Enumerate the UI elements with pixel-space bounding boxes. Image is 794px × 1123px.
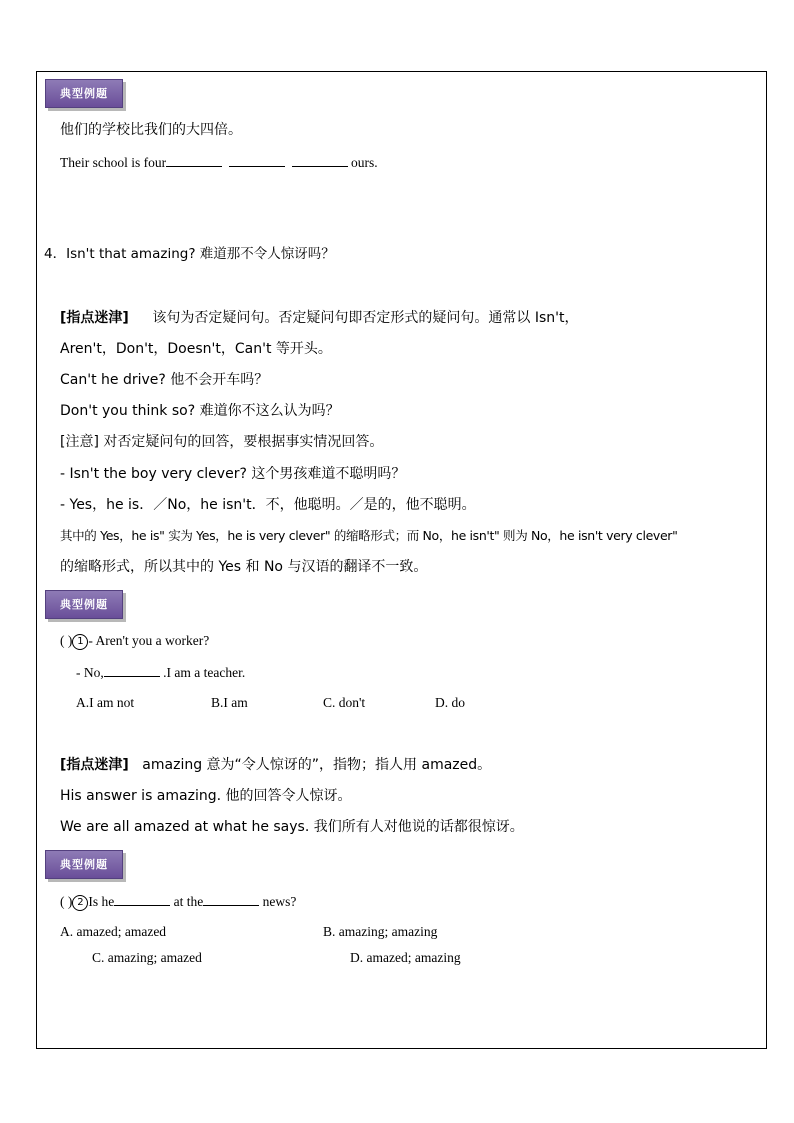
blank[interactable] — [292, 153, 348, 167]
blank[interactable] — [203, 892, 259, 906]
point4-note: [注意] 对否定疑问句的回答，要根据事实情况回答。 — [60, 434, 384, 450]
q2-option-b[interactable]: B. amazing; amazing — [323, 924, 438, 939]
point4-line4: Don't you think so? 难道你不这么认为吗？ — [60, 403, 340, 419]
q1-answer — [76, 663, 245, 682]
q2-option-a[interactable]: A. amazed; amazed — [60, 924, 167, 939]
q2-option-c[interactable]: C. amazing; amazed — [92, 950, 202, 965]
q1-option-c[interactable]: C. don't — [323, 695, 366, 710]
point4-line2: Aren't，Don't，Doesn't，Can't 等开头。 — [60, 341, 332, 357]
question-number: 2 — [72, 895, 88, 911]
q2-text-a: Is he — [88, 894, 115, 909]
q1-option-d[interactable]: D. do — [435, 695, 465, 710]
blank[interactable] — [114, 892, 170, 906]
point4-line3: Can't he drive? 他不会开车吗？ — [60, 372, 269, 388]
ex1-sentence-en — [60, 153, 378, 172]
tip-label: [指点迷津] — [60, 757, 129, 773]
point4-line6: - Isn't the boy very clever? 这个男孩难道不聪明吗？ — [60, 466, 406, 482]
q1-option-a[interactable]: A.I am not — [76, 695, 135, 710]
blank[interactable] — [104, 663, 160, 677]
q2-text-c: news? — [259, 894, 297, 909]
q1-option-b[interactable]: B.I am — [211, 695, 248, 710]
ex1-text-a: Their school is four — [60, 155, 167, 170]
tip-text: 该句为否定疑问句。否定疑问句即否定形式的疑问句。通常以 Isn't， — [152, 310, 579, 326]
ex1-text-b: ours. — [347, 155, 378, 170]
blank[interactable] — [229, 153, 285, 167]
example-badge-1: 典型例题 — [45, 79, 123, 108]
ex1-sentence-cn: 他们的学校比我们的大四倍。 — [60, 122, 242, 138]
point4-line8: 其中的 Yes，he is" 实为 Yes，he is very clever" 的缩略形式；而 No，he isn't" 则为 No，he isn't very clever" — [60, 528, 678, 543]
q2-option-d[interactable]: D. amazed; amazing — [350, 950, 461, 965]
q2-text-b: at the — [170, 894, 204, 909]
amazing-line3: We are all amazed at what he says. 我们所有人对他说的话都很惊讶。 — [60, 819, 524, 835]
q2-question — [60, 892, 296, 911]
amazing-tip — [60, 756, 491, 774]
q1-answer-a: - No, — [76, 665, 104, 680]
question-number: 1 — [72, 634, 88, 650]
tip-label: [指点迷津] — [60, 310, 129, 326]
answer-paren[interactable]: ( ) — [60, 894, 73, 909]
q1-text: - Aren't you a worker? — [88, 633, 210, 648]
answer-paren[interactable]: ( ) — [60, 633, 73, 648]
point4-heading: 4．Isn't that amazing? 难道那不令人惊讶吗？ — [44, 246, 335, 262]
example-badge-3: 典型例题 — [45, 850, 123, 879]
amazing-line2: His answer is amazing. 他的回答令人惊讶。 — [60, 788, 352, 804]
q1-answer-b: .I am a teacher. — [159, 665, 246, 680]
point4-line7: - Yes，he is．／No，he isn't．不，他聪明。／是的，他不聪明。 — [60, 497, 476, 513]
q1-question — [60, 632, 209, 650]
point4-tip — [60, 309, 579, 327]
blank[interactable] — [166, 153, 222, 167]
tip-text: amazing 意为“令人惊讶的”，指物；指人用 amazed。 — [142, 757, 492, 773]
example-badge-2: 典型例题 — [45, 590, 123, 619]
point4-line9: 的缩略形式，所以其中的 Yes 和 No 与汉语的翻译不一致。 — [60, 559, 428, 575]
